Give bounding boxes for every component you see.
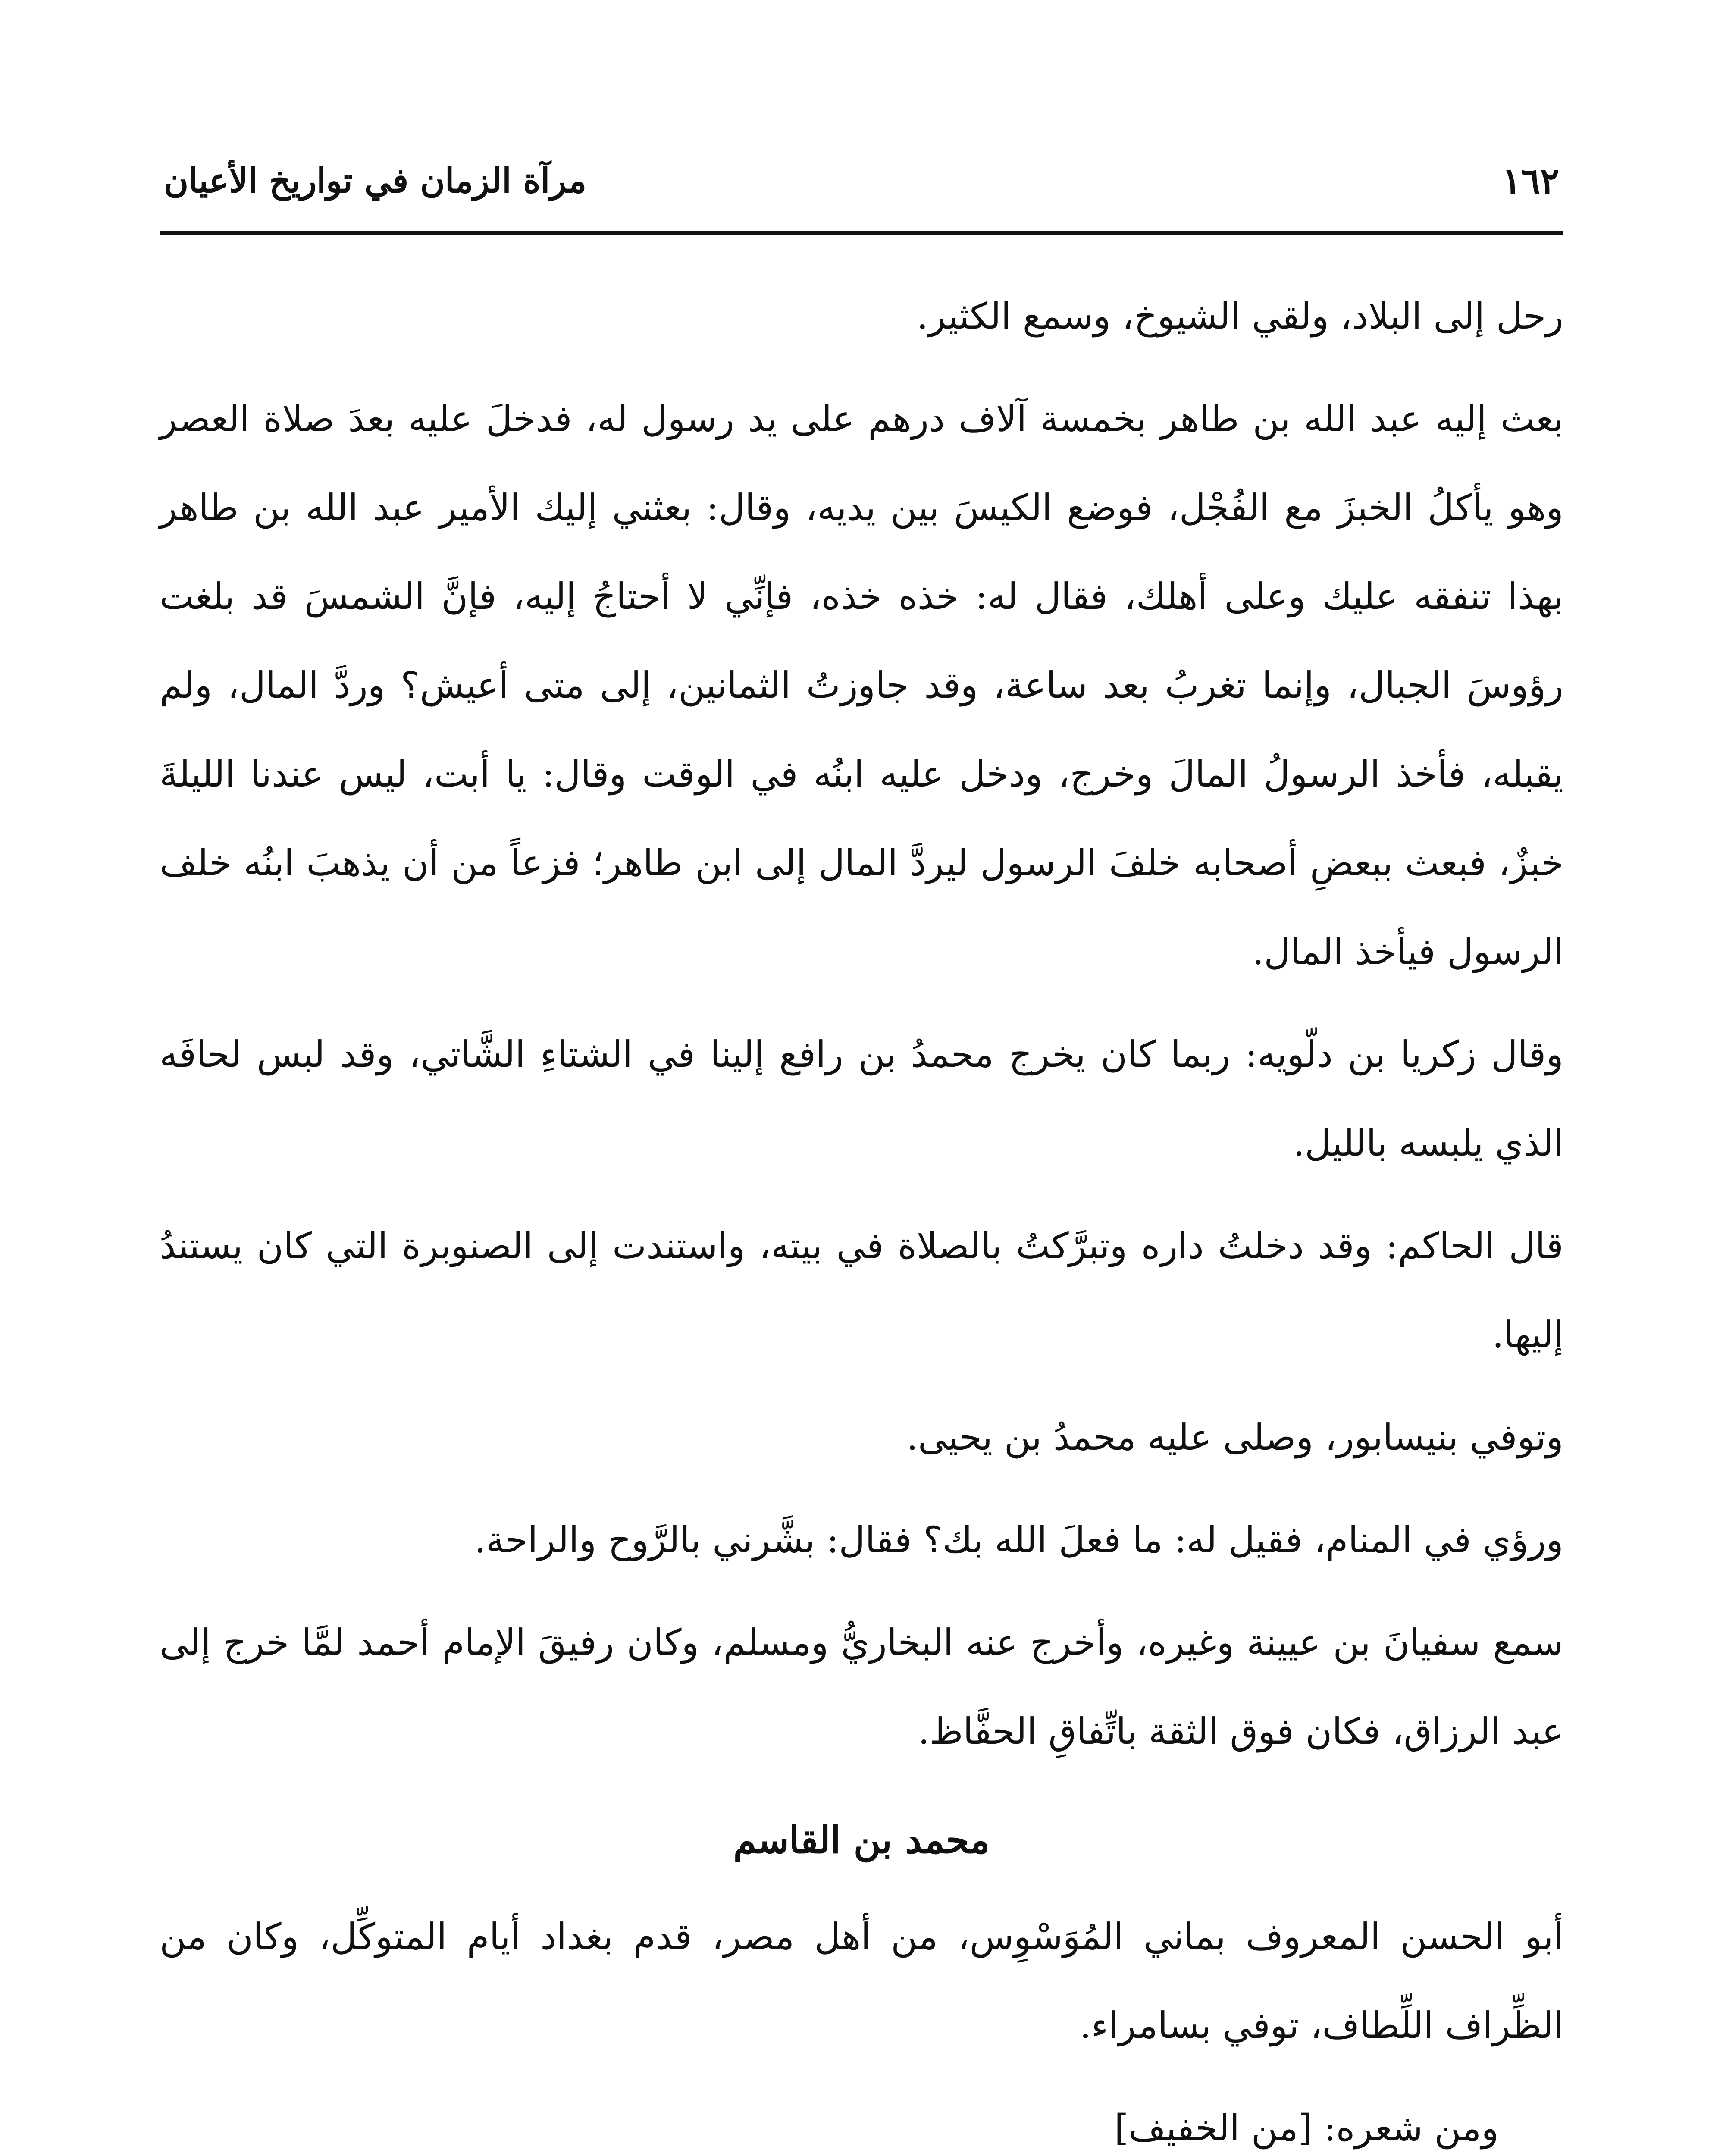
page-header [160,155,1563,220]
paragraph: بعث إليه عبد الله بن طاهر بخمسة آلاف درهم على يد رسول له، فدخلَ عليه بعدَ صلاة العصر وهو يأكلُ الخبزَ مع الفُجْل، فوضع الكيسَ بين يديه، وقال: بعثني إليك الأمير عبد الله بن طاهر بهذا تنفقه عليك وعلى أهلك، فقال له: خذه خذه، فإنِّي لا أحتاجُ إليه، فإنَّ الشمسَ قد بلغت رؤوسَ الجبال، وإنما تغربُ بعد ساعة، وقد جاوزتُ الثمانين، إلى متى أعيش؟ وردَّ المال، ولم يقبله، فأخذ الرسولُ المالَ وخرج، ودخل عليه ابنُه في الوقت وقال: يا أبت، ليس عندنا الليلةَ خبزٌ، فبعث ببعضِ أصحابه خلفَ الرسول ليردَّ المال إلى ابن طاهر؛ فزعاً من أن يذهبَ ابنُه خلف الرسول فيأخذ المال. [160,398,1564,973]
running-title: مرآة الزمان في تواريخ الأعيان [164,161,587,201]
paragraph: أبو الحسن المعروف بماني المُوَسْوِس، من أهل مصر، قدم بغداد أيام المتوكِّل، وكان من الظِّراف اللِّطاف، توفي بسامراء. [160,1915,1564,2046]
body-text [160,272,1563,2156]
header-rule [160,231,1563,235]
paragraph: رحل إلى البلاد، ولقي الشيوخ، وسمع الكثير. [916,295,1563,337]
page-number: ١٦٢ [1502,160,1559,202]
section-heading: محمد بن القاسم [733,1818,990,1862]
poem-intro: ومن شعره: [من الخفيف] [1114,2107,1499,2149]
paragraph: قال الحاكم: وقد دخلتُ داره وتبرَّكتُ بالصلاة في بيته، واستندت إلى الصنوبرة التي كان يستندُ إليها. [160,1225,1563,1356]
paragraph: وتوفي بنيسابور، وصلى عليه محمدُ بن يحيى. [906,1416,1563,1458]
paragraph: ورؤي في المنام، فقيل له: ما فعلَ الله بك؟ فقال: بشَّرني بالرَّوح والراحة. [474,1519,1563,1561]
paragraph: وقال زكريا بن دلّويه: ربما كان يخرج محمدُ بن رافع إلينا في الشتاءِ الشَّاتي، وقد لبس لحافَه الذي يلبسه بالليل. [160,1033,1563,1164]
paragraph: سمع سفيانَ بن عيينة وغيره، وأخرج عنه البخاريُّ ومسلم، وكان رفيقَ الإمام أحمد لمَّا خرج إلى عبد الرزاق، فكان فوق الثقة باتِّفاقِ الحفَّاظ. [160,1621,1563,1752]
